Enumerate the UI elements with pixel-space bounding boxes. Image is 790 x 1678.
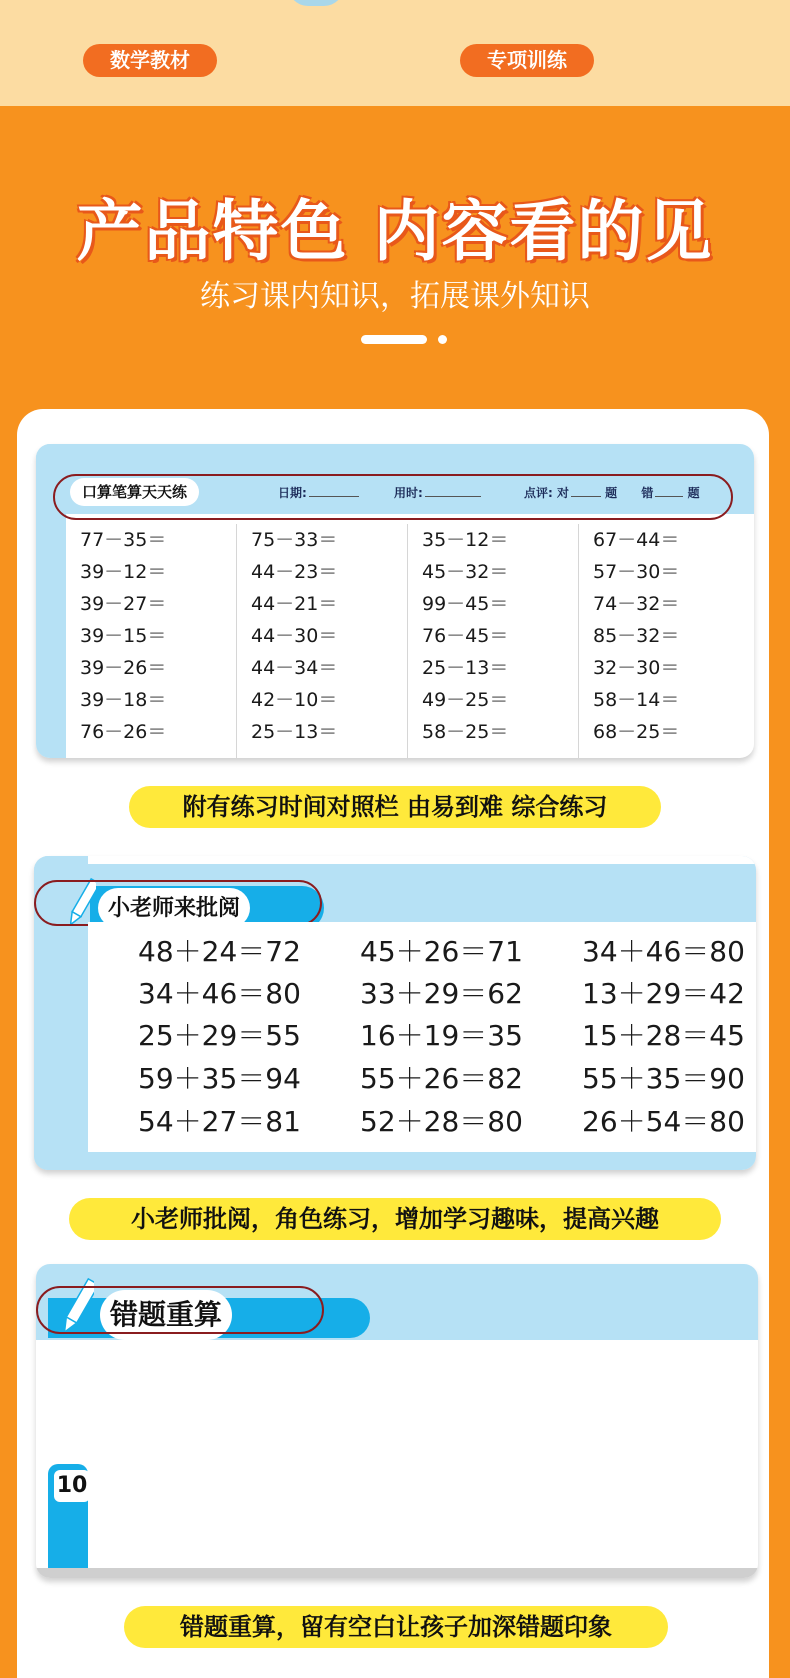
problem: 25－13＝ [251, 721, 338, 743]
header-notch [88, 856, 756, 864]
feature-caption: 小老师批阅，角色练习，增加学习趣味，提高兴趣 [69, 1198, 721, 1240]
answer-row [88, 930, 756, 973]
problem: 67－44＝ [593, 529, 680, 551]
problem: 45－32＝ [422, 561, 509, 583]
problem: 35－12＝ [422, 529, 509, 551]
tab-special-training[interactable]: 专项训练 [460, 44, 594, 77]
review-label: 点评: 对 [524, 486, 569, 500]
problem: 42－10＝ [251, 689, 338, 711]
problem: 57－30＝ [593, 561, 680, 583]
answer-grid [88, 922, 756, 1152]
problem-column [237, 524, 408, 758]
page-number: 10 [54, 1470, 90, 1502]
problem: 39－12＝ [80, 561, 167, 583]
panel-footer [34, 1152, 756, 1170]
problem: 68－25＝ [593, 721, 680, 743]
slide-indicator-active [361, 335, 427, 344]
problem: 39－26＝ [80, 657, 167, 679]
problem: 58－14＝ [593, 689, 680, 711]
problem: 75－33＝ [251, 529, 338, 551]
wrong-label: 错 [641, 486, 654, 500]
feature-caption: 附有练习时间对照栏 由易到难 综合练习 [129, 786, 661, 828]
problem: 58－25＝ [422, 721, 509, 743]
problem: 32－30＝ [593, 657, 680, 679]
problem: 49－25＝ [422, 689, 509, 711]
question-label-2: 题 [687, 486, 700, 500]
top-band [0, 0, 790, 106]
sheet-title: 口算笔算天天练 [70, 478, 199, 506]
answer: 25＋29＝55 [138, 1019, 301, 1052]
answer: 54＋27＝81 [138, 1105, 301, 1138]
problem: 74－32＝ [593, 593, 680, 615]
answer-row [88, 1100, 756, 1143]
page-subtitle: 练习课内知识，拓展课外知识 [200, 279, 590, 314]
problem: 39－27＝ [80, 593, 167, 615]
section-title: 错题重算 [100, 1290, 232, 1340]
answer: 26＋54＝80 [582, 1105, 745, 1138]
date-label: 日期: [278, 486, 307, 500]
answer: 55＋35＝90 [582, 1062, 745, 1095]
answer-row [88, 972, 756, 1015]
problem: 99－45＝ [422, 593, 509, 615]
problem: 44－30＝ [251, 625, 338, 647]
problem: 39－18＝ [80, 689, 167, 711]
answer: 34＋46＝80 [582, 935, 745, 968]
answer: 34＋46＝80 [138, 977, 301, 1010]
mistake-redo-panel [36, 1264, 758, 1578]
problem: 39－15＝ [80, 625, 167, 647]
answer: 15＋28＝45 [582, 1019, 745, 1052]
problem: 76－26＝ [80, 721, 167, 743]
answer: 45＋26＝71 [360, 935, 523, 968]
slide-indicator-dot [438, 335, 447, 344]
problem-column [408, 524, 579, 758]
problem: 77－35＝ [80, 529, 167, 551]
answer-row [88, 1014, 756, 1057]
answer: 55＋26＝82 [360, 1062, 523, 1095]
problem: 44－21＝ [251, 593, 338, 615]
answer: 13＋29＝42 [582, 977, 745, 1010]
highlight-outline [34, 880, 322, 926]
answer: 48＋24＝72 [138, 935, 301, 968]
answer: 33＋29＝62 [360, 977, 523, 1010]
answer-row [88, 1057, 756, 1100]
panel-bottom-edge [36, 1568, 758, 1578]
question-label: 题 [605, 486, 618, 500]
teacher-review-panel [34, 856, 756, 1170]
problem-column [579, 524, 750, 758]
problem: 44－23＝ [251, 561, 338, 583]
highlight-outline [36, 1286, 324, 1334]
time-label: 用时: [394, 486, 423, 500]
answer: 52＋28＝80 [360, 1105, 523, 1138]
problem-column [66, 524, 237, 758]
problem-grid [66, 524, 754, 758]
problem: 25－13＝ [422, 657, 509, 679]
top-decoration [288, 0, 344, 6]
section-title: 小老师来批阅 [98, 888, 250, 928]
practice-sheet-panel [36, 444, 754, 758]
problem: 44－34＝ [251, 657, 338, 679]
problem: 76－45＝ [422, 625, 509, 647]
answer: 16＋19＝35 [360, 1019, 523, 1052]
page-title: 产品特色 内容看的见 [76, 193, 714, 270]
feature-caption: 错题重算，留有空白让孩子加深错题印象 [124, 1606, 668, 1648]
tab-math-textbook[interactable]: 数学教材 [83, 44, 217, 77]
problem: 85－32＝ [593, 625, 680, 647]
answer: 59＋35＝94 [138, 1062, 301, 1095]
highlight-outline [53, 474, 733, 520]
